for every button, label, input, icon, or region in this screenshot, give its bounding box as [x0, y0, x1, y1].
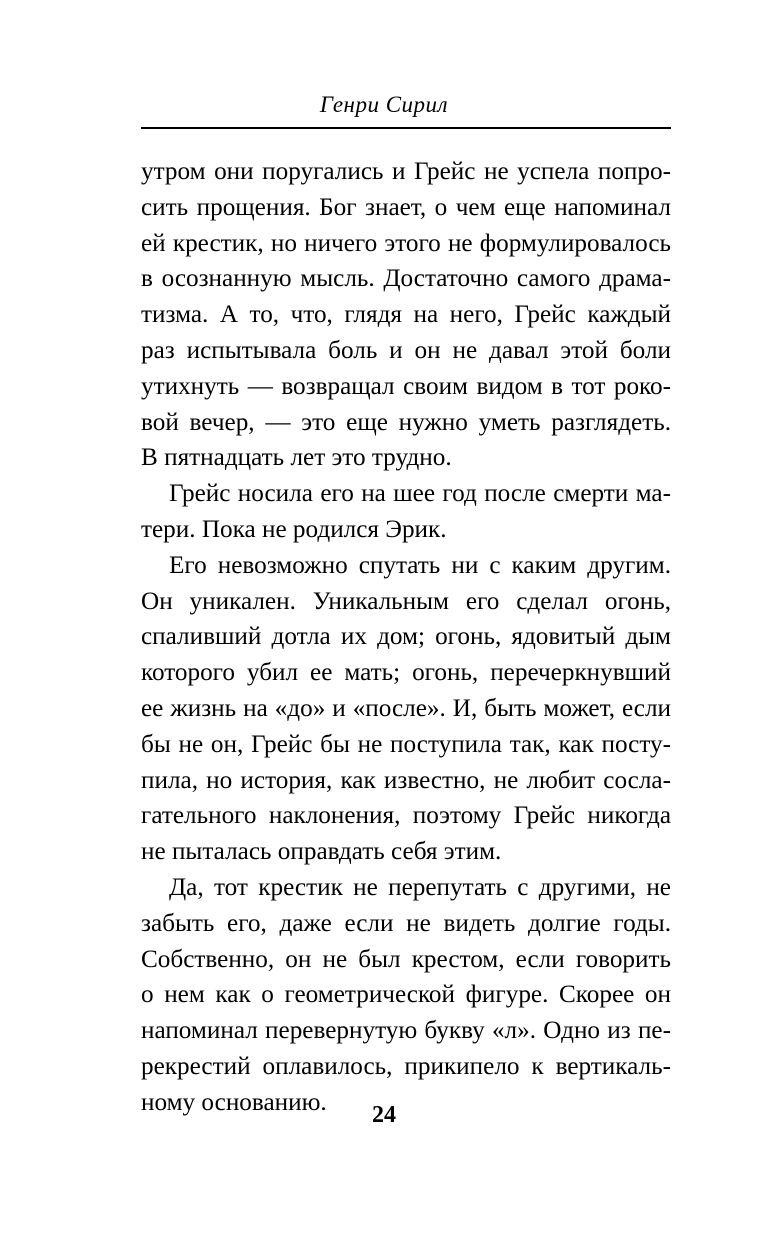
- text-line: ее жизнь на «до» и «после». И, быть может, если: [141, 694, 671, 722]
- text-line: которого убил ее мать; огонь, перечеркнувший: [141, 659, 671, 687]
- text-line: напоминал перевернутую букву «л». Одно из пе-: [141, 1017, 671, 1045]
- text-line: спаливший дотла их дом; огонь, ядовитый дым: [141, 623, 671, 651]
- page-number: 24: [372, 1102, 396, 1128]
- paragraph-2: [141, 476, 671, 548]
- text-line: утром они поругались и Грейс не успела попро-: [141, 158, 671, 185]
- text-line: Да, тот крестик не перепутать с другими, не: [169, 873, 671, 901]
- running-head-author: Генри Сирил: [319, 92, 449, 117]
- text-line: не пыталась оправдать себя этим.: [141, 838, 502, 866]
- text-line: гательного наклонения, поэтому Грейс никогда: [141, 802, 671, 830]
- text-line: ей крестик, но ничего этого не формулировалось: [141, 229, 671, 257]
- text-line: бы не он, Грейс бы не поступила так, как посту-: [141, 730, 671, 758]
- text-line: сить прощения. Бог знает, о чем еще напоминал: [141, 193, 671, 221]
- text-line: Он уникален. Уникальным его сделал огонь,: [141, 587, 671, 615]
- header-rule: [141, 127, 671, 129]
- text-line: ному основанию.: [141, 1088, 327, 1116]
- text-line: рекрестий оплавилось, прикипело к вертикаль-: [141, 1052, 671, 1080]
- text-line: тери. Пока не родился Эрик.: [141, 515, 447, 543]
- text-line: вой вечер, — это еще нужно уметь разглядеть.: [141, 408, 671, 436]
- text-line: Грейс носила его на шее год после смерти ма-: [169, 480, 671, 508]
- text-line: раз испытывала боль и он не давал этой боли: [141, 336, 671, 364]
- paragraph-1: [141, 154, 671, 476]
- text-line: забыть его, даже если не видеть долгие годы.: [141, 909, 671, 937]
- paragraph-4: [141, 870, 671, 1121]
- text-line: о нем как о геометрической фигуре. Скорее он: [141, 981, 671, 1009]
- paragraph-3: [141, 548, 671, 870]
- text-line: пила, но история, как известно, не любит сосла-: [141, 766, 671, 794]
- text-line: утихнуть — возвращал своим видом в тот роко-: [141, 372, 671, 400]
- text-line: тизма. А то, что, глядя на него, Грейс каждый: [141, 301, 671, 329]
- text-line: Собственно, он не был крестом, если говорить: [141, 945, 671, 973]
- text-line: в осознанную мысль. Достаточно самого драма-: [141, 265, 671, 293]
- text-line: Его невозможно спутать ни с каким другим.: [169, 551, 671, 579]
- body-text: [141, 154, 671, 1121]
- text-line: В пятнадцать лет это трудно.: [141, 444, 452, 472]
